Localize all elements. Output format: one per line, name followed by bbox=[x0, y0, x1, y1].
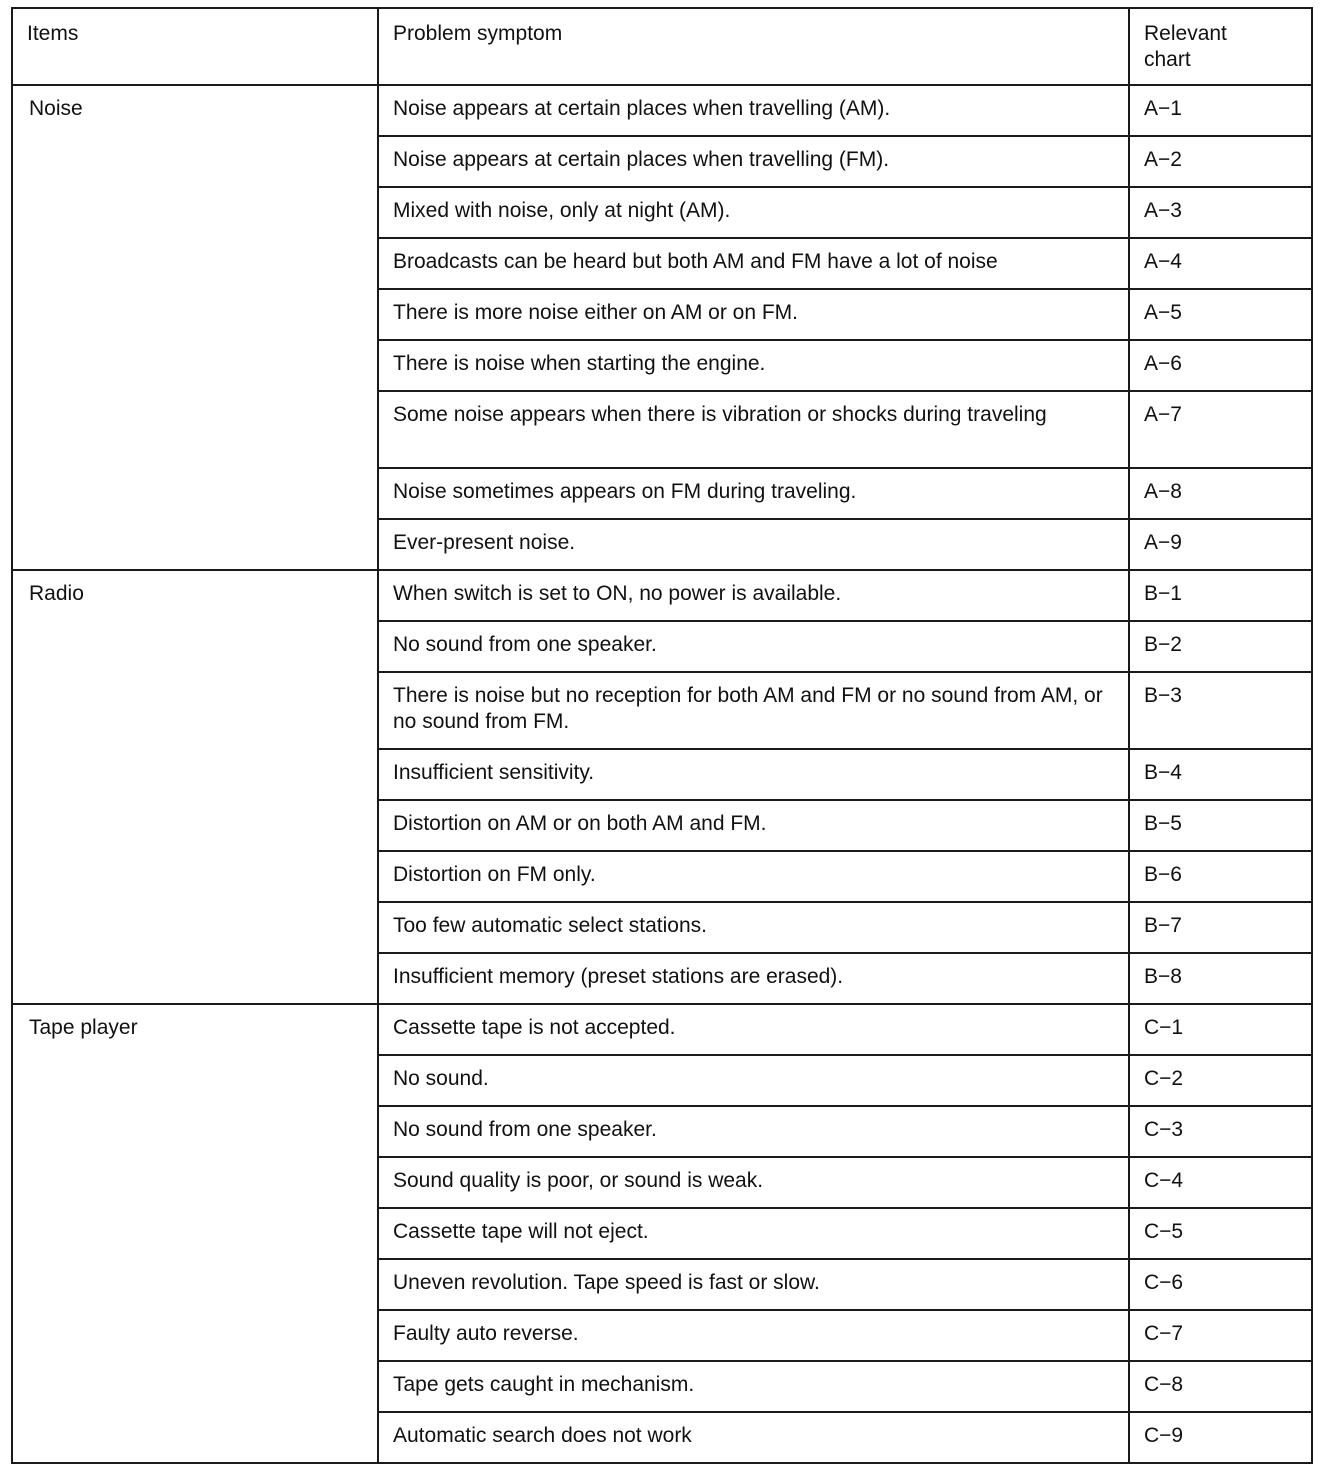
chart-cell: C−3 bbox=[1129, 1106, 1312, 1157]
symptom-cell: Sound quality is poor, or sound is weak. bbox=[378, 1157, 1129, 1208]
table-header bbox=[12, 8, 1312, 85]
symptom-cell: Distortion on FM only. bbox=[378, 851, 1129, 902]
chart-cell: A−5 bbox=[1129, 289, 1312, 340]
chart-cell: B−6 bbox=[1129, 851, 1312, 902]
symptom-cell: No sound from one speaker. bbox=[378, 621, 1129, 672]
chart-cell: C−7 bbox=[1129, 1310, 1312, 1361]
header-relevant-chart bbox=[1129, 8, 1312, 85]
symptom-cell: Tape gets caught in mechanism. bbox=[378, 1361, 1129, 1412]
symptom-cell: No sound from one speaker. bbox=[378, 1106, 1129, 1157]
chart-cell: A−7 bbox=[1129, 391, 1312, 468]
symptom-cell: When switch is set to ON, no power is available. bbox=[378, 570, 1129, 621]
table-row bbox=[12, 1004, 1312, 1055]
symptom-cell: Broadcasts can be heard but both AM and FM have a lot of noise bbox=[378, 238, 1129, 289]
table-row bbox=[12, 85, 1312, 136]
symptom-cell: There is more noise either on AM or on FM. bbox=[378, 289, 1129, 340]
chart-cell: C−4 bbox=[1129, 1157, 1312, 1208]
chart-cell: A−6 bbox=[1129, 340, 1312, 391]
chart-cell: A−4 bbox=[1129, 238, 1312, 289]
chart-cell: B−2 bbox=[1129, 621, 1312, 672]
symptom-cell: Insufficient memory (preset stations are erased). bbox=[378, 953, 1129, 1004]
symptom-cell: Automatic search does not work bbox=[378, 1412, 1129, 1463]
symptom-cell: There is noise when starting the engine. bbox=[378, 340, 1129, 391]
chart-cell: B−8 bbox=[1129, 953, 1312, 1004]
chart-cell: C−9 bbox=[1129, 1412, 1312, 1463]
symptom-cell: Too few automatic select stations. bbox=[378, 902, 1129, 953]
table-body bbox=[12, 85, 1312, 1463]
symptom-cell: Mixed with noise, only at night (AM). bbox=[378, 187, 1129, 238]
chart-cell: C−5 bbox=[1129, 1208, 1312, 1259]
chart-cell: C−1 bbox=[1129, 1004, 1312, 1055]
item-tape-player: Tape player bbox=[12, 1004, 378, 1463]
symptom-cell: Noise sometimes appears on FM during traveling. bbox=[378, 468, 1129, 519]
chart-cell: B−4 bbox=[1129, 749, 1312, 800]
symptom-cell: Faulty auto reverse. bbox=[378, 1310, 1129, 1361]
symptom-cell: Some noise appears when there is vibration or shocks during traveling bbox=[378, 391, 1129, 468]
symptom-cell: Noise appears at certain places when travelling (FM). bbox=[378, 136, 1129, 187]
symptom-cell: Insufficient sensitivity. bbox=[378, 749, 1129, 800]
symptom-cell: There is noise but no reception for both AM and FM or no sound from AM, or no sound from FM. bbox=[378, 672, 1129, 749]
header-relevant-chart-line1: Relevant bbox=[1144, 22, 1227, 45]
chart-cell: C−8 bbox=[1129, 1361, 1312, 1412]
chart-cell: C−2 bbox=[1129, 1055, 1312, 1106]
header-relevant-chart-line2: chart bbox=[1144, 48, 1191, 71]
chart-cell: B−5 bbox=[1129, 800, 1312, 851]
chart-cell: A−8 bbox=[1129, 468, 1312, 519]
chart-cell: C−6 bbox=[1129, 1259, 1312, 1310]
symptom-cell: Uneven revolution. Tape speed is fast or slow. bbox=[378, 1259, 1129, 1310]
chart-cell: A−3 bbox=[1129, 187, 1312, 238]
table-row bbox=[12, 570, 1312, 621]
symptom-cell: Noise appears at certain places when travelling (AM). bbox=[378, 85, 1129, 136]
symptom-cell: Cassette tape will not eject. bbox=[378, 1208, 1129, 1259]
chart-cell: A−9 bbox=[1129, 519, 1312, 570]
chart-cell: B−3 bbox=[1129, 672, 1312, 749]
symptom-cell: Ever-present noise. bbox=[378, 519, 1129, 570]
header-problem-symptom: Problem symptom bbox=[378, 8, 1129, 85]
troubleshooting-table bbox=[11, 7, 1313, 1464]
chart-cell: A−2 bbox=[1129, 136, 1312, 187]
chart-cell: B−1 bbox=[1129, 570, 1312, 621]
item-radio: Radio bbox=[12, 570, 378, 1004]
symptom-cell: Cassette tape is not accepted. bbox=[378, 1004, 1129, 1055]
symptom-cell: Distortion on AM or on both AM and FM. bbox=[378, 800, 1129, 851]
item-noise: Noise bbox=[12, 85, 378, 570]
chart-cell: B−7 bbox=[1129, 902, 1312, 953]
header-items: Items bbox=[12, 8, 378, 85]
chart-cell: A−1 bbox=[1129, 85, 1312, 136]
symptom-cell: No sound. bbox=[378, 1055, 1129, 1106]
header-row bbox=[12, 8, 1312, 85]
